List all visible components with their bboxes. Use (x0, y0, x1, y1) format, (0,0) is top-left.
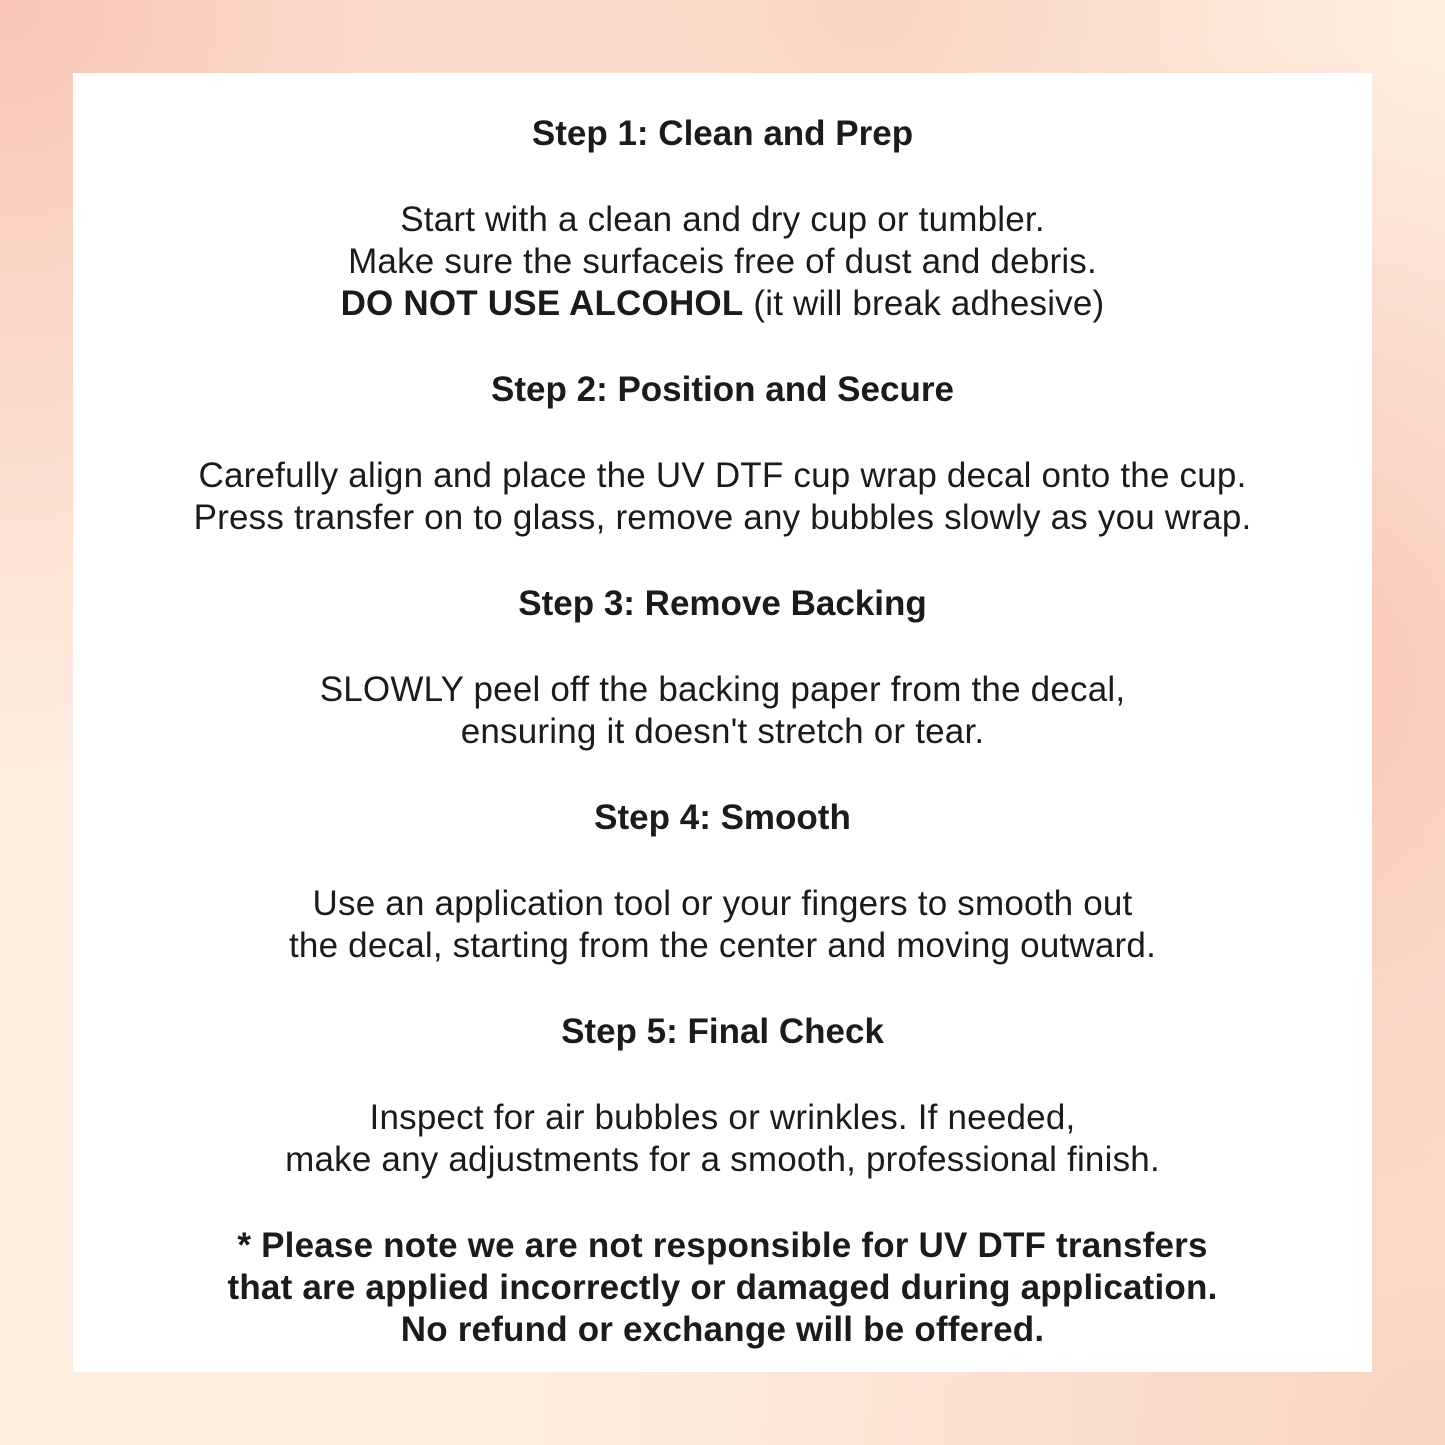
step-4-body (93, 883, 1352, 967)
step-4-heading: Step 4: Smooth (594, 798, 851, 837)
step-1-line-1: Start with a clean and dry cup or tumbler. (400, 200, 1045, 239)
step-4-line-1: Use an application tool or your fingers to smooth out (312, 884, 1133, 923)
step-3-line-1: SLOWLY peel off the backing paper from the decal, (319, 670, 1126, 709)
disclaimer-line-3: No refund or exchange will be offered. (400, 1310, 1045, 1349)
alcohol-warning-bold: DO NOT USE ALCOHOL (340, 284, 744, 323)
instruction-card (73, 73, 1372, 1372)
step-2-line-2: Press transfer on to glass, remove any bubbles slowly as you wrap. (193, 498, 1252, 537)
step-3-line-2: ensuring it doesn't stretch or tear. (460, 712, 985, 751)
instruction-content (73, 73, 1372, 1372)
step-3-body (93, 669, 1352, 753)
step-4-line-2: the decal, starting from the center and moving outward. (288, 926, 1156, 965)
alcohol-warning-rest: (it will break adhesive) (743, 284, 1105, 323)
step-5-heading: Step 5: Final Check (561, 1012, 884, 1051)
step-5-line-2: make any adjustments for a smooth, professional finish. (285, 1140, 1160, 1179)
step-3-heading: Step 3: Remove Backing (518, 584, 927, 623)
step-2-body (93, 455, 1352, 539)
step-5-body (93, 1097, 1352, 1181)
step-1-body (93, 199, 1352, 325)
disclaimer (93, 1225, 1352, 1351)
step-1-warning (93, 283, 1352, 325)
step-2-heading: Step 2: Position and Secure (491, 370, 954, 409)
step-1-heading: Step 1: Clean and Prep (531, 114, 914, 153)
step-5-line-1: Inspect for air bubbles or wrinkles. If needed, (369, 1098, 1076, 1137)
disclaimer-line-1: * Please note we are not responsible for UV DTF transfers (237, 1226, 1208, 1265)
disclaimer-line-2: that are applied incorrectly or damaged during application. (227, 1268, 1218, 1307)
step-1-line-2: Make sure the surfaceis free of dust and debris. (348, 242, 1097, 281)
step-2-line-1: Carefully align and place the UV DTF cup wrap decal onto the cup. (198, 456, 1247, 495)
